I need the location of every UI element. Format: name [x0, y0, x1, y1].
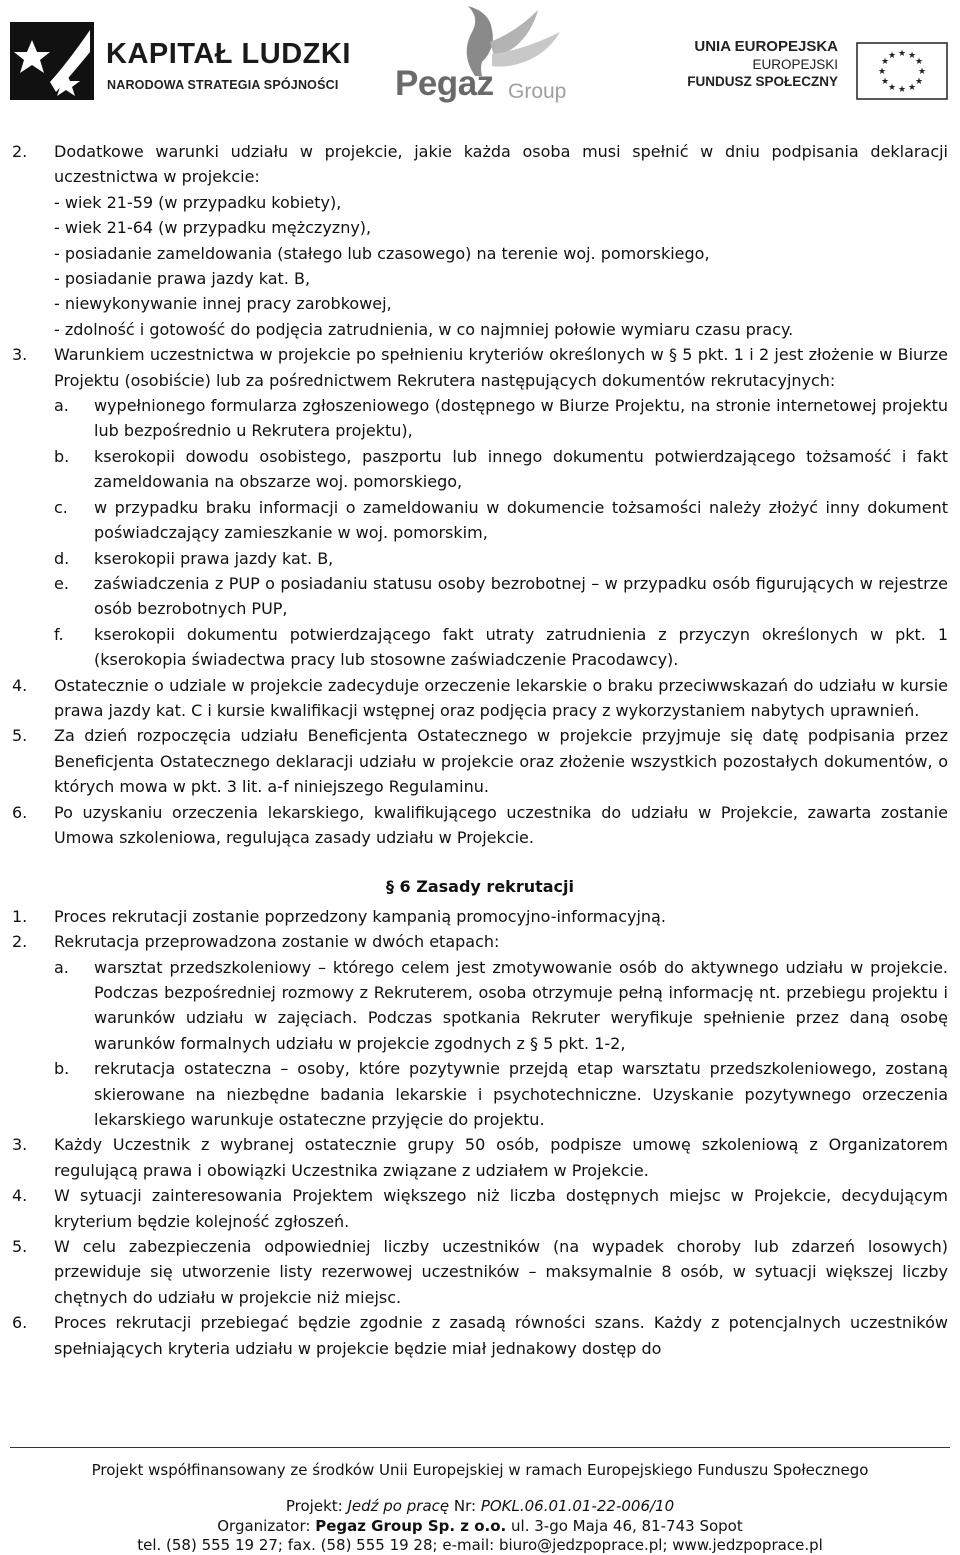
item-number: 5.	[12, 1237, 28, 1257]
item-text: Za dzień rozpoczęcia udziału Beneficjenta Ostatecznego w projekcie przyjmuje się datę podpisania przez Beneficjenta Ostatecznego deklaracji udziału w projekcie oraz złożenie wszystkich pozostałych dokumentów, o których mowa w pkt. 3 lit. a-f niniejszego Regulaminu.	[54, 726, 948, 797]
item-number: 4.	[12, 1186, 28, 1206]
sub-item-text: wypełnionego formularza zgłoszeniowego (dostępnego w Biurze Projektu, na stronie internetowej projektu lub bezpośrednio u Rekrutera projektu),	[94, 396, 948, 441]
eu-line-1: UNIA EUROPEJSKA	[694, 38, 838, 55]
list-item	[12, 929, 948, 954]
sub-item	[54, 444, 948, 495]
svg-text:★: ★	[917, 67, 927, 77]
sub-item-letter: f.	[54, 624, 64, 644]
list-item	[12, 1310, 948, 1361]
footer-contact-line: tel. (58) 555 19 27; fax. (58) 555 19 28; e-mail: biuro@jedzpoprace.pl; www.jedzpoprace.pl	[137, 1536, 823, 1554]
item-text: Po uzyskaniu orzeczenia lekarskiego, kwalifikującego uczestnika do udziału w Projekcie, zawarta zostanie Umowa szkoleniowa, regulująca zasady udziału w Projekcie.	[54, 802, 948, 847]
condition-line: - posiadanie zameldowania (stałego lub czasowego) na terenie woj. pomorskiego,	[54, 243, 710, 263]
sub-item	[54, 393, 948, 444]
svg-text:★: ★	[914, 57, 924, 67]
svg-text:★: ★	[887, 51, 897, 61]
footer-project-label: Projekt:	[285, 1497, 348, 1515]
sub-item	[54, 546, 948, 571]
item-number: 2.	[12, 142, 28, 161]
svg-text:★: ★	[907, 51, 917, 61]
kapital-ludzki-star-icon	[10, 22, 94, 100]
footer-organizer-line	[0, 1517, 960, 1535]
eu-logo	[670, 38, 950, 108]
svg-text:★: ★	[880, 57, 890, 67]
sub-item-text: warsztat przedszkoleniowy – którego celem jest zmotywowanie osób do aktywnego udziału w projekcie. Podczas bezpośredniej rozmowy z Rekruterem, osoba otrzymuje pełną informację nt. przebiegu projektu i warunków udziału w zajęciach. Podczas spotkania Rekruter weryfikuje spełnienie przez daną osobę warunków formalnych udziału w projekcie zgodnych z § 5 pkt. 1-2,	[94, 957, 948, 1053]
sub-item-text: kserokopii prawa jazdy kat. B,	[94, 548, 334, 568]
sub-item	[54, 1056, 948, 1132]
footer-organizer-name: Pegaz Group Sp. z o.o.	[315, 1517, 507, 1535]
footer-project-title: Jedź po pracę	[347, 1497, 450, 1515]
list-item	[12, 673, 948, 724]
eu-line-3: FUNDUSZ SPOŁECZNY	[687, 74, 838, 89]
svg-text:★: ★	[907, 83, 917, 93]
item-number: 6.	[12, 802, 28, 822]
footer-organizer-label: Organizator:	[217, 1517, 316, 1535]
item-number: 6.	[12, 1313, 28, 1333]
footer-organizer-address: ul. 3-go Maja 46, 81-743 Sopot	[506, 1517, 743, 1535]
pegaz-wordmark: Pegaz	[395, 64, 494, 103]
footer-project-line	[0, 1497, 960, 1515]
footer-funding-note: Projekt współfinansowany ze środków Unii Europejskiej w ramach Europejskiego Funduszu Społecznego	[91, 1461, 869, 1479]
item-text: Rekrutacja przeprowadzona zostanie w dwóch etapach:	[54, 932, 500, 952]
svg-text:★: ★	[887, 83, 897, 93]
list-item	[12, 342, 948, 393]
sub-item-text: kserokopii dokumentu potwierdzającego fakt utraty zatrudnienia z przyczyn określonych w pkt. 1 (kserokopia świadectwa pracy lub stosowne zaświadczenie Pracodawcy).	[94, 624, 948, 670]
item-text: Proces rekrutacji przebiegać będzie zgodnie z zasadą równości szans. Każdy z potencjalnych uczestników spełniających kryteria udziału w projekcie będzie miał jednakowy dostęp do	[54, 1313, 948, 1358]
item-text: Warunkiem uczestnictwa w projekcie po spełnieniu kryteriów określonych w § 5 pkt. 1 i 2 jest złożenie w Biurze Projektu (osobiście) lub za pośrednictwem Rekrutera następujących dokumentów rekrutacyjnych:	[54, 345, 948, 390]
condition-line: - niewykonywanie innej pracy zarobkowej,	[54, 294, 392, 314]
page-header	[0, 0, 960, 120]
list-item	[12, 139, 948, 190]
condition-line: - wiek 21-64 (w przypadku mężczyzny),	[54, 218, 372, 238]
list-item	[12, 904, 948, 929]
item-text: Ostatecznie o udziale w projekcie zadecyduje orzeczenie lekarskie o braku przeciwwskazań do udziału w kursie prawa jazdy kat. C i kursie kwalifikacji wstępnej oraz podjęcia pracy z wykorzystaniem nabytych uprawnień.	[54, 675, 948, 720]
svg-text:★: ★	[897, 49, 907, 59]
list-item	[12, 1183, 948, 1234]
sub-item	[54, 571, 948, 622]
sub-item	[54, 955, 948, 1057]
item-number: 3.	[12, 345, 28, 365]
kapital-ludzki-subtitle: NARODOWA STRATEGIA SPÓJNOŚCI	[107, 78, 339, 92]
sub-item-letter: b.	[54, 446, 70, 466]
document-body	[12, 139, 948, 1361]
svg-text:★: ★	[877, 67, 887, 77]
condition-line: - zdolność i gotowość do podjęcia zatrudnienia, w co najmniej połowie wymiaru czasu pracy.	[54, 319, 794, 339]
sub-item-text: w przypadku braku informacji o zameldowaniu w dokumencie tożsamości należy złożyć inny dokument poświadczający zamieszkanie w woj. pomorskim,	[94, 497, 948, 543]
list-item	[12, 1132, 948, 1183]
eu-line-2: EUROPEJSKI	[752, 57, 838, 72]
sub-item-text: kserokopii dowodu osobistego, paszportu lub innego dokumentu potwierdzającego tożsamość i fakt zameldowania na obszarze woj. pomorskiego,	[94, 446, 948, 492]
sub-item-letter: c.	[54, 497, 68, 517]
item-text: W celu zabezpieczenia odpowiedniej liczby uczestników (na wypadek choroby lub zdarzeń losowych) przewiduje się utworzenie listy rezerwowej uczestników – maksymalnie 8 osób, w sytuacji większej liczby chętnych do udziału w projekcie niż miejsc.	[54, 1237, 948, 1307]
item-number: 3.	[12, 1135, 28, 1155]
kapital-ludzki-logo	[10, 22, 351, 100]
sub-item-text: rekrutacja ostateczna – osoby, które pozytywnie przejdą etap warsztatu przedszkoleniowego, zostaną skierowane na niezbędne badania lekarskie i psychotechniczne. Uzyskanie pozytywnego orzeczenia lekarskiego warunkuje ostateczne przyjęcie do projektu.	[94, 1059, 948, 1130]
item-number: 1.	[12, 906, 28, 926]
list-item	[12, 723, 948, 799]
list-item	[12, 1234, 948, 1310]
sub-item-text: zaświadczenia z PUP o posiadaniu statusu osoby bezrobotnej – w przypadku osób figurujących w rejestrze osób bezrobotnych PUP,	[94, 573, 948, 619]
sub-item	[54, 622, 948, 673]
item-text: Proces rekrutacji zostanie poprzedzony kampanią promocyjno-informacyjną.	[54, 906, 666, 926]
footer-project-nr: POKL.06.01.01-22-006/10	[480, 1497, 675, 1515]
eu-logo-text	[687, 38, 838, 90]
section-title: § 6 Zasady rekrutacji	[385, 877, 574, 897]
condition-line: - posiadanie prawa jazdy kat. B,	[54, 269, 311, 289]
footer-divider	[10, 1447, 950, 1448]
footer-project-nr-label: Nr:	[449, 1497, 481, 1515]
eu-flag-icon	[856, 42, 948, 100]
item-number: 2.	[12, 932, 28, 952]
sub-item-letter: a.	[54, 396, 69, 416]
kapital-ludzki-title: KAPITAŁ LUDZKI	[106, 38, 351, 70]
sub-item-letter: a.	[54, 957, 69, 977]
svg-text:★: ★	[897, 85, 907, 95]
item-number: 4.	[12, 675, 28, 695]
sub-item-letter: e.	[54, 573, 69, 593]
item-text: Dodatkowe warunki udziału w projekcie, jakie każda osoba musi spełnić w dniu podpisania deklaracji uczestnictwa w projekcie:	[54, 142, 948, 187]
item-number: 5.	[12, 726, 28, 746]
sub-item-letter: b.	[54, 1059, 70, 1079]
item-text: Każdy Uczestnik z wybranej ostatecznie grupy 50 osób, podpisze umowę szkoleniową z Organizatorem regulującą prawa i obowiązki Uczestnika związane z udziałem w Projekcie.	[54, 1135, 948, 1180]
pegaz-group-logo	[392, 2, 582, 112]
sub-item-letter: d.	[54, 548, 70, 568]
pegaz-group-wordmark: Group	[508, 80, 567, 103]
condition-line: - wiek 21-59 (w przypadku kobiety),	[54, 192, 342, 212]
sub-item	[54, 495, 948, 546]
item-text: W sytuacji zainteresowania Projektem większego niż liczba dostępnych miejsc w Projekcie, decydującym kryterium będzie kolejność zgłoszeń.	[54, 1186, 948, 1231]
list-item	[12, 800, 948, 851]
svg-text:★: ★	[914, 77, 924, 87]
svg-text:★: ★	[880, 77, 890, 87]
